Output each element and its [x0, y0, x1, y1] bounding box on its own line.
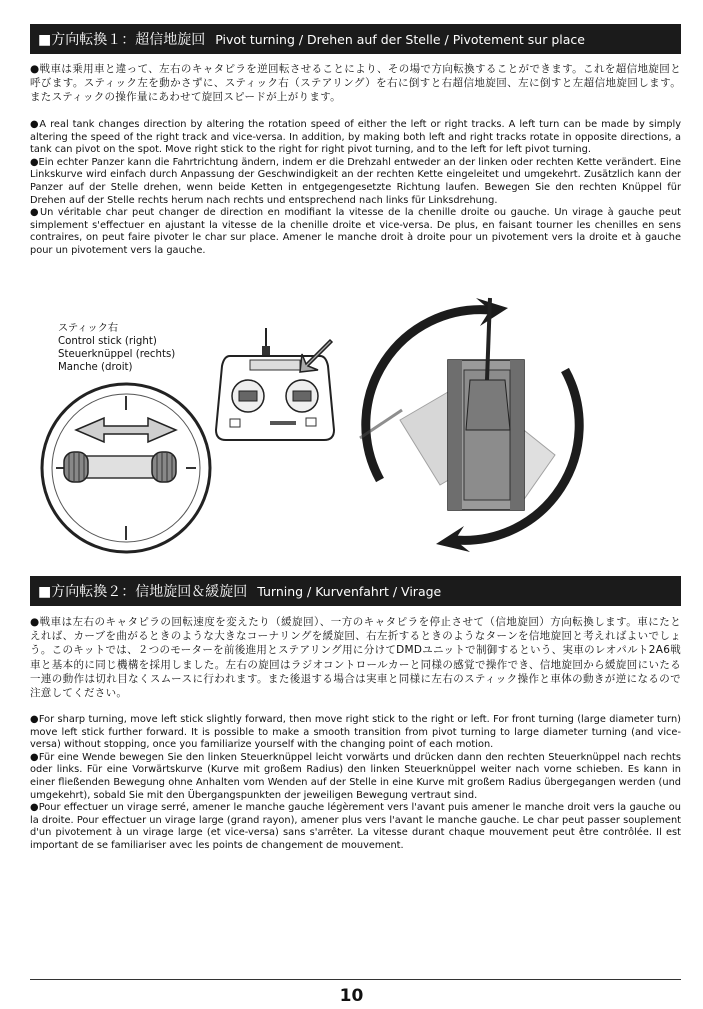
section2-text-fr: ●Pour effectuer un virage serré, amener le manche gauche légèrement vers l'avant puis amener le manche droit vers la gauche ou la droite. Pour effectuer un virage large (grand rayon), amener plus vers l'avant le manche gauche. Le char peut passer souplement d'un pivotement à un virage large (et vice-versa) sans s'arrêter. La vitesse durant chaque mouvement peut être contrôlée. Il est important de se familiariser avec les points de changement de mouvement. — [30, 802, 681, 851]
stick-label-de: Steuerknüppel (rechts) — [58, 349, 176, 360]
arrow-pointer-icon — [296, 336, 336, 376]
section1-text-en: ●A real tank changes direction by altering the rotation speed of either the left or right tracks. A left turn can be made by simply altering the speed of the right track and vice-versa. In addition, by making both left and right tracks rotate in opposite directions, a tank can pivot on the spot. Move right stick to the right for right pivot turning, and to the left for left pivot turning. — [30, 119, 681, 156]
section2-header — [30, 576, 681, 606]
stick-knob-right-icon — [152, 452, 176, 482]
stick-label-jp: スティック右 — [58, 323, 119, 334]
section1-heading-multi: Pivot turning / Drehen auf der Stelle / Pivotement sur place — [215, 31, 585, 47]
section2-para-jp — [30, 615, 681, 700]
stick-knob-left-icon — [64, 452, 88, 482]
section2-heading-jp: ■方向転換２：信地旋回＆緩旋回 — [38, 584, 248, 600]
stick-label-fr: Manche (droit) — [58, 362, 133, 373]
section1-text-fr: ●Un véritable char peut changer de direction en modifiant la vitesse de la chenille droite ou gauche. Un virage à gauche peut simplement s'effectuer en ajustant la vitesse de la chenille droite et vice-versa. De plus, en faisant tourner les chenilles en sens contraires, on peut faire pivoter le char sur place. Amener le manche droit à droite pour un pivotement vers la droite et à gauche pour un pivotement vers la gauche. — [30, 207, 681, 256]
section1-heading-jp: ■方向転換１：超信地旋回 — [38, 32, 206, 48]
section1-para-jp — [30, 62, 681, 105]
section1-text-jp: ●戦車は乗用車と違って、左右のキャタピラを逆回転させることにより、その場で方向転換することができます。これを超信地旋回と呼びます。スティック左を動かさずに、スティック右（ステアリング）を右に倒すと右超信地旋回、左に倒すと左超信地旋回します。またスティックの操作量にあわせて旋回スピードが上がります。 — [30, 63, 681, 104]
page-number: 10 — [339, 986, 364, 1006]
section2-para-multilang — [30, 714, 681, 853]
section2-text-jp: ●戦車は左右のキャタピラの回転速度を変えたり（緩旋回）、一方のキャタピラを停止させて（信地旋回）方向転換します。車にたとえれば、カーブを曲がるときのような大きなコーナリングを緩旋回、右左折するときのようなターンを信地旋回と考えればよいでしょう。このキットでは、２つのモーターを前後進用とステアリング用に分けてDMDユニットで制御するという、実車のレオパルト2A6戦車と基本的に同じ機構を採用しました。左右の旋回はラジオコントロールカーと同様の感覚で操作でき、信地旋回から緩旋回にいたる一連の動作は切れ目なくスムースに行われます。また後退する場合は実車と同様に左右のスティック操作と車体の動きが逆になるので注意してください。 — [30, 616, 681, 700]
section1-para-multilang — [30, 119, 681, 258]
footer-divider — [30, 979, 681, 980]
section1-text-de: ●Ein echter Panzer kann die Fahrtrichtung ändern, indem er die Drehzahl entweder an der linken oder rechten Kette verändert. Eine Linkskurve wird einfach durch Anpassung der Geschwindigkeit an der rechten Kette eingeleitet und umgekehrt. Zusätzlich kann der Panzer auf der Stelle drehen, wenn beide Ketten in entgegengesetzte Richtung laufen. Bewegen Sie den rechten Knüppel für Drehen auf der Stelle rechts herum nach rechts und entsprechend nach links für Linksdrehung. — [30, 156, 681, 206]
stick-closeup-illustration — [36, 378, 216, 558]
section2-text-en: ●For sharp turning, move left stick slightly forward, then move right stick to the right or left. For front turning (large diameter turn) move left stick further forward. It is possible to make a smooth transition from pivot turning to large diameter turning (and vice-versa) without stopping, once you familiarize yourself with the changing point of each motion. — [30, 714, 681, 751]
stick-label-en: Control stick (right) — [58, 336, 157, 347]
section2-text-de: ●Für eine Wende bewegen Sie den linken Steuerknüppel leicht vorwärts und drücken dann den rechten Steuerknüppel nach rechts oder links. Für eine Vorwärtskurve (Kurve mit großem Radius) den linken Steuerknüppel weiter nach vorne schieben. Es kann in einer fließenden Bewegung ohne Anhalten vom Wenden auf der Stelle in eine Kurve mit großem Radius übergegangen werden (und umgekehrt), sobald Sie mit den Übergangspunkten der jeweiligen Bewegung vertraut sind. — [30, 751, 681, 801]
pivoting-tank-illustration — [340, 290, 600, 558]
section1-header — [30, 24, 681, 54]
stick-label — [58, 322, 175, 374]
section2-heading-multi: Turning / Kurvenfahrt / Virage — [257, 583, 442, 599]
